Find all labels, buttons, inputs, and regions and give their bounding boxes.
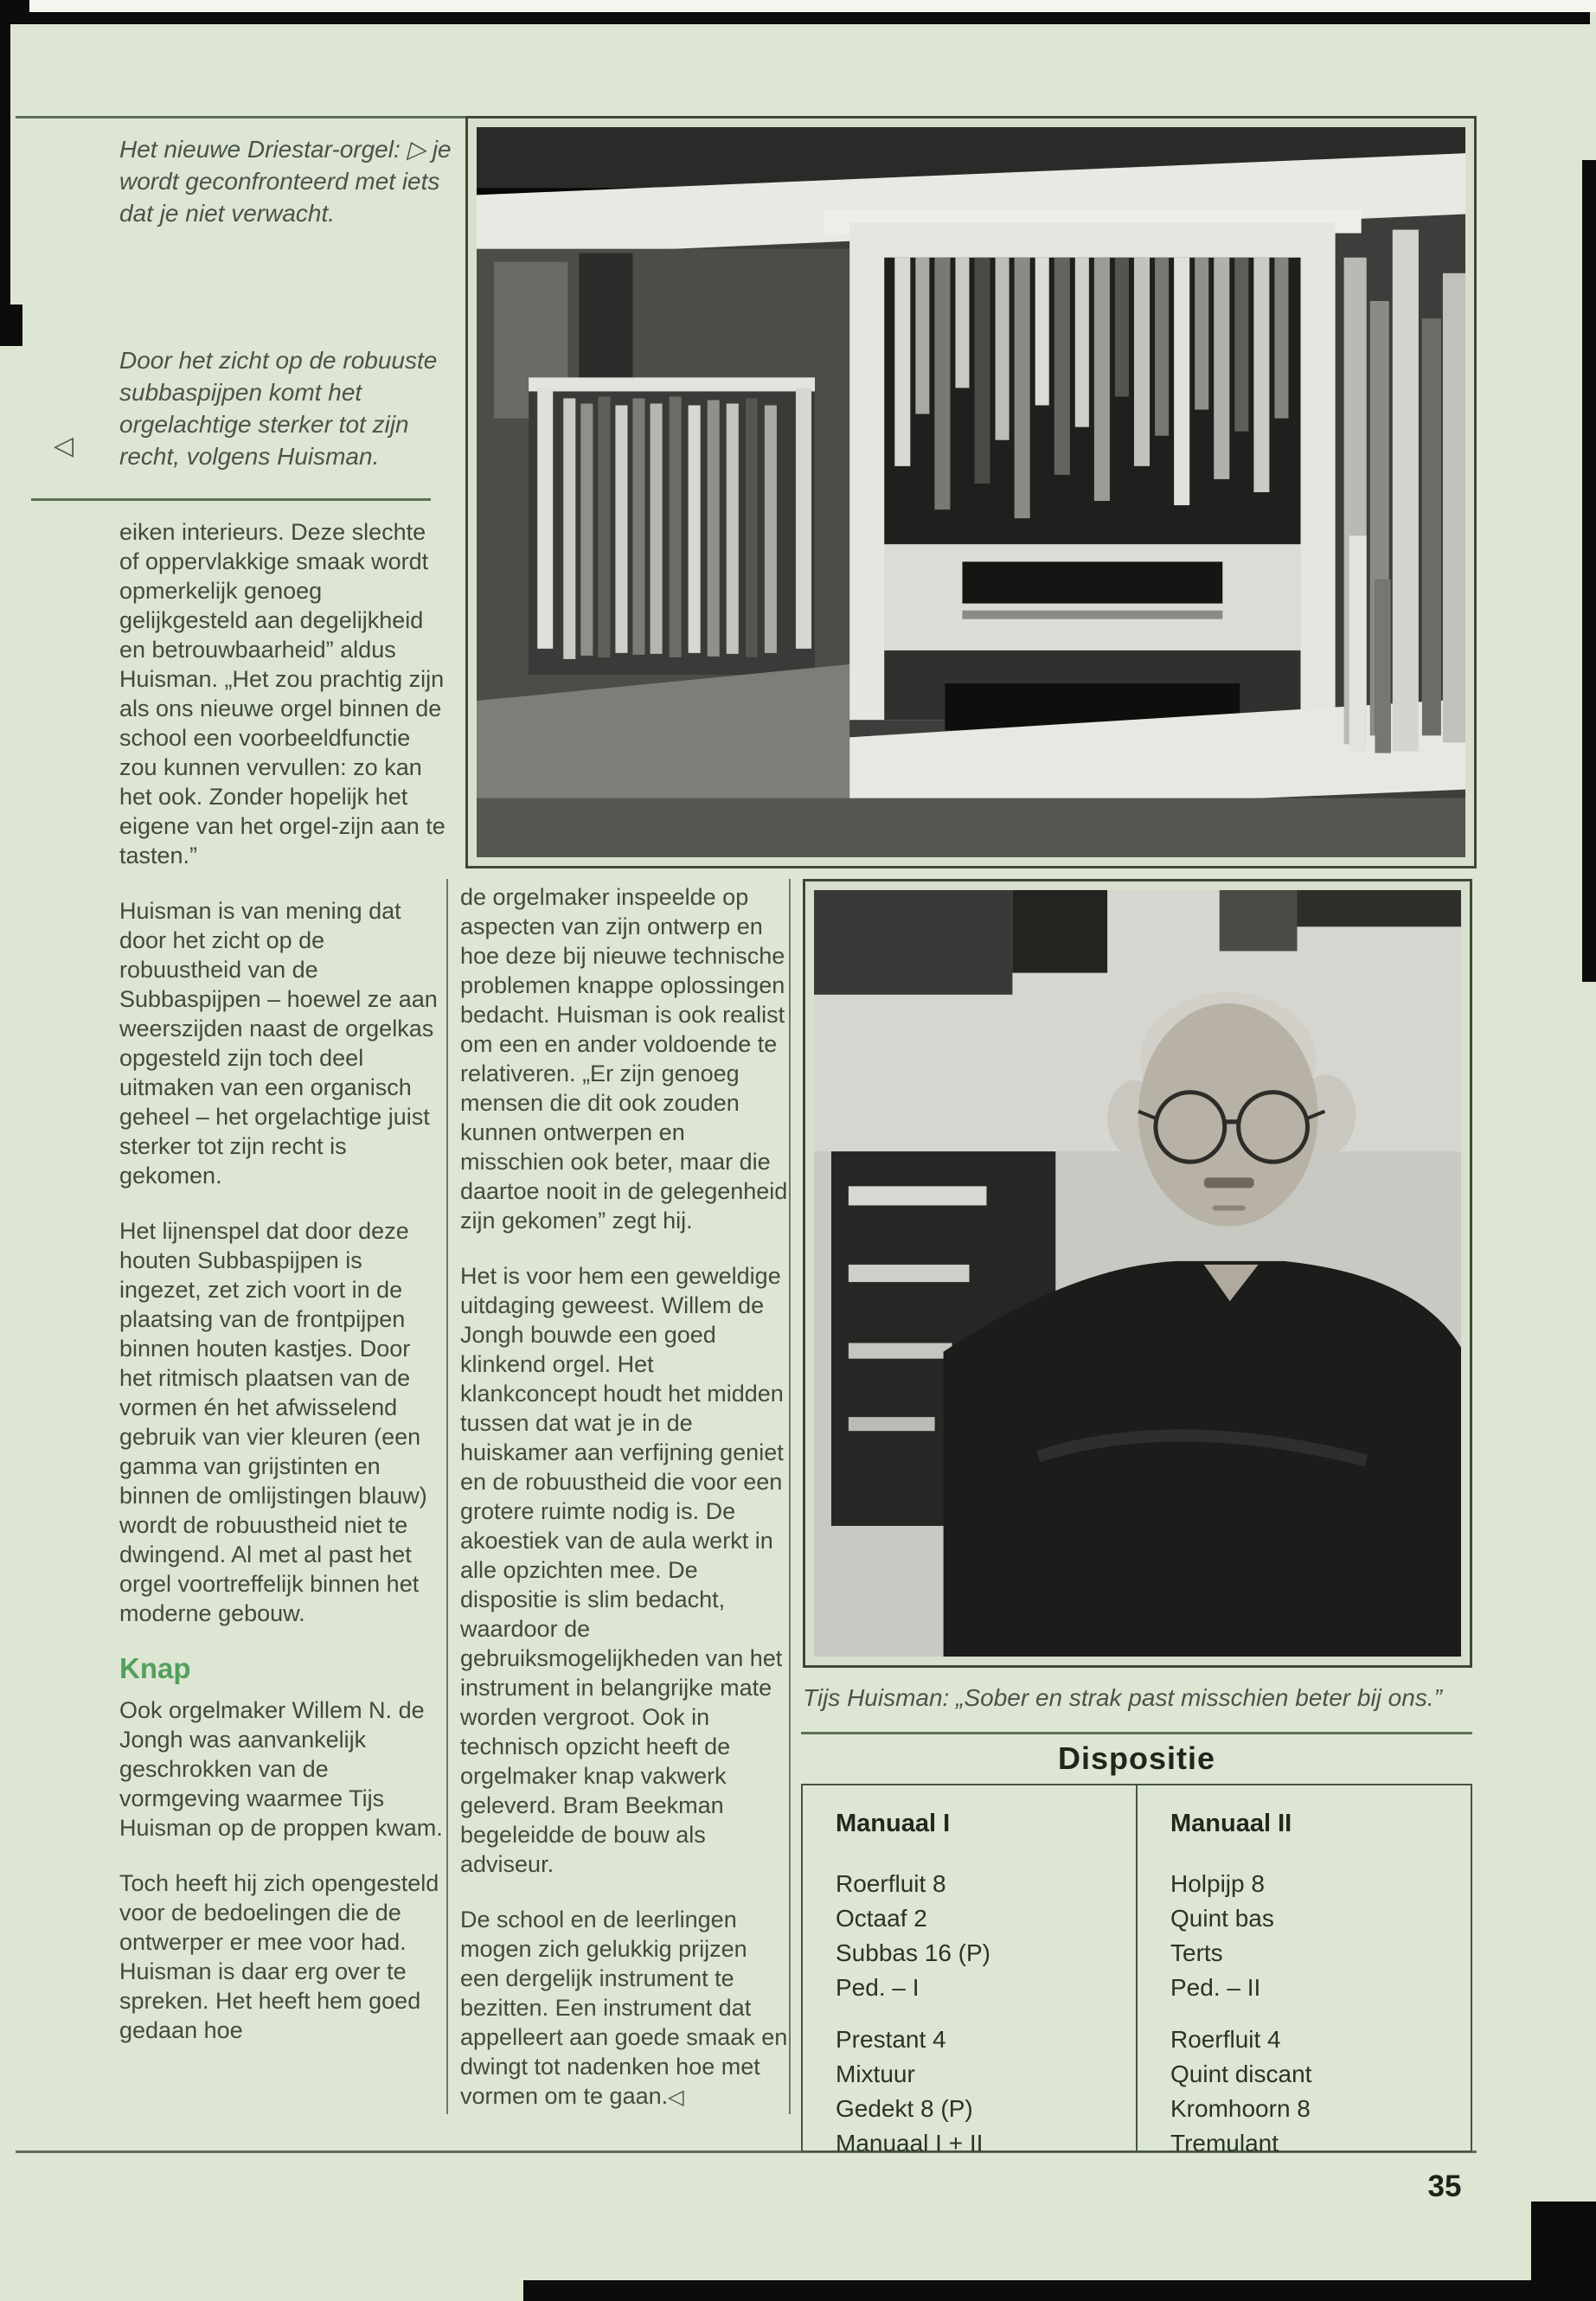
section-heading-knap: Knap (119, 1652, 191, 1684)
stop-item: Prestant 4 (836, 2026, 946, 2053)
column-header: Manuaal II (1170, 1810, 1292, 1837)
page-number: 35 (1427, 2170, 1462, 2203)
column-header: Manuaal I (836, 1810, 951, 1837)
paragraph: Het is voor hem een geweldige uitdaging geweest. Willem de Jongh bouwde een goed klinkend orgel. Het klankconcept houdt het midden tussen dat wat je in de huiskamer aan verfijning geniet en de robuustheid die voor een grotere ruimte nodig is. De akoestiek van de aula werkt in alle opzichten mee. De dispositie is slim bedacht, waardoor de gebruiksmogelijkheden van het instrument in belangrijke mate worden vergroot. Ook in technisch opzicht heeft de orgelmaker knap vakwerk geleverd. Bram Beekman begeleidde de bouw als adviseur. (460, 1263, 784, 1877)
scan-edge-left (0, 12, 10, 346)
photo-caption-subbas: Door het zicht op de robuuste subbaspijpen komt het orgelachtige sterker tot zijn recht, volgens Huisman. (119, 347, 438, 470)
paragraph: Huisman is van mening dat door het zicht op de robuustheid van de Subbaspijpen – hoewel ze aan weerszijden naast de orgelkas opgesteld zijn toch deel uitmaken van een organisch geheel – het orgelachtige juist sterker tot zijn recht is gekomen. (119, 898, 438, 1189)
organ-model-photo (465, 116, 1477, 868)
dispositie-table (801, 1784, 1472, 2157)
scan-edge-left-blob (0, 304, 22, 346)
stop-group (1170, 1867, 1471, 2005)
stop-item: Kromhoorn 8 (1170, 2095, 1311, 2122)
scan-edge-top (0, 12, 1590, 24)
portrait-photo (803, 879, 1472, 1668)
stop-item: Ped. – I (836, 1974, 920, 2001)
stop-item: Roerfluit 8 (836, 1870, 946, 1897)
stop-item: Tremulant (1170, 2130, 1279, 2157)
stop-item: Ped. – II (1170, 1974, 1261, 2001)
dispositie-column-manuaal-2 (1136, 1785, 1471, 2157)
paragraph: Ook orgelmaker Willem N. de Jongh was aanvankelijk geschrokken van de vormgeving waarmee Tijs Huisman op de proppen kwam. (119, 1697, 443, 1841)
stop-item: Octaaf 2 (836, 1905, 927, 1932)
paragraph-text: De school en de leerlingen mogen zich gelukkig prijzen een dergelijk instrument te bezitten. Een instrument dat appelleert aan goede smaak en dwingt tot nadenken hoe met vormen om te gaan. (460, 1907, 788, 2109)
stop-item: Mixtuur (836, 2061, 915, 2087)
photo-caption-organ: Het nieuwe Driestar-orgel: ▷ je wordt geconfronteerd met iets dat je niet verwacht. (119, 136, 452, 227)
caption-divider-rule (31, 498, 431, 501)
stop-item: Quint discant (1170, 2061, 1312, 2087)
middle-text-column (460, 882, 789, 2138)
dispositie-title: Dispositie (1057, 1740, 1216, 1776)
column-divider-2 (789, 879, 791, 2114)
stop-item: Quint bas (1170, 1905, 1274, 1932)
dispositie-column-manuaal-1 (803, 1785, 1136, 2157)
stop-group (1170, 2022, 1471, 2161)
portrait-caption: Tijs Huisman: „Sober en strak past misschien beter bij ons.” (803, 1684, 1442, 1711)
paragraph: eiken interieurs. Deze slechte of oppervlakkige smaak wordt opmerkelijk genoeg gelijkgesteld aan degelijkheid en betrouwbaarheid” aldus Huisman. „Het zou prachtig zijn als ons nieuwe orgel binnen de school een voorbeeldfunctie zou kunnen vervullen: zo kan het ook. Zonder hopelijk het eigene van het orgel-zijn aan te tasten.” (119, 519, 445, 868)
dispositie-rule (801, 1732, 1472, 1734)
scan-edge-corner (0, 0, 29, 12)
paragraph: de orgelmaker inspeelde op aspecten van zijn ontwerp en hoe deze bij nieuwe technische problemen knappe oplossingen bedacht. Huisman is ook realist om een en ander voldoende te relativeren. „Er zijn genoeg mensen die dit ook zouden kunnen ontwerpen en misschien ook beter, maar die daartoe nooit in de gelegenheid zijn gekomen” zegt hij. (460, 884, 788, 1234)
paragraph: Toch heeft hij zich opengesteld voor de bedoelingen die de ontwerper er mee voor had. Huisman is daar erg over te spreken. Het heeft hem goed gedaan hoe (119, 1870, 439, 2043)
stop-group (836, 2022, 1136, 2161)
stop-item: Holpijp 8 (1170, 1870, 1265, 1897)
stop-item: Subbas 16 (P) (836, 1939, 990, 1966)
organ-model-photo-art (477, 127, 1465, 857)
left-text-column (119, 517, 448, 2071)
scan-edge-bottom (523, 2280, 1596, 2301)
portrait-photo-art (814, 890, 1461, 1657)
scan-edge-right (1582, 160, 1596, 982)
stop-group (836, 1867, 1136, 2005)
paragraph (460, 1905, 789, 2112)
paragraph: Het lijnenspel dat door deze houten Subbaspijpen is ingezet, zet zich voort in de plaatsing van de frontpijpen binnen houten kastjes. Door het ritmisch plaatsen van de vormen én het afwisselend gebruik van vier kleuren (een gamma van grijstinten en binnen de omlijstingen blauw) wordt de robuustheid niet te dwingend. Al met al past het orgel voortreffelijk binnen het moderne gebouw. (119, 1218, 427, 1626)
stop-item: Roerfluit 4 (1170, 2026, 1281, 2053)
stop-item: Manuaal I + II (836, 2130, 984, 2157)
scan-edge-bottom-right (1531, 2202, 1596, 2301)
scan-edge-top-white (0, 0, 1596, 12)
article-end-triangle-icon: ◁ (668, 2086, 684, 2109)
stop-item: Terts (1170, 1939, 1223, 1966)
stop-item: Gedekt 8 (P) (836, 2095, 973, 2122)
caption-triangle-left-icon: ◁ (54, 432, 74, 460)
